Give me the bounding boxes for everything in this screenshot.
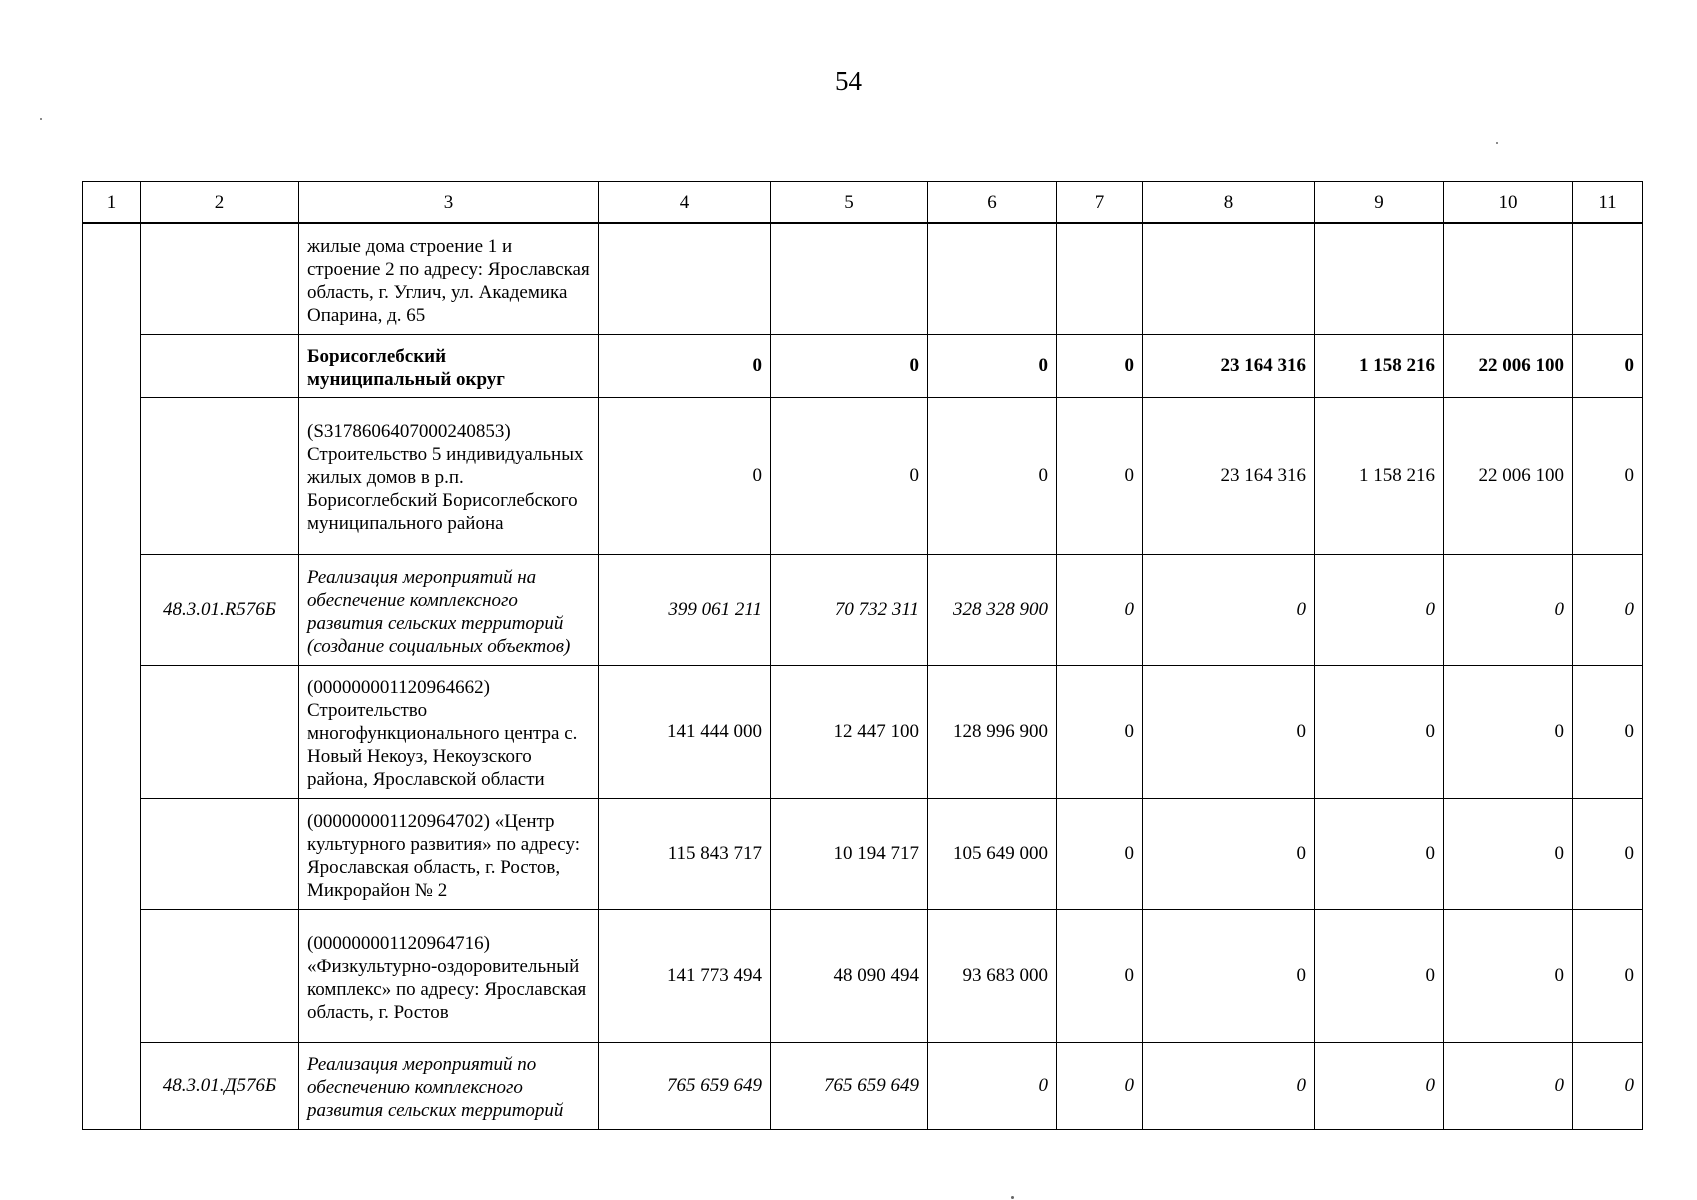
- column-header-10: 10: [1444, 182, 1573, 224]
- value-cell-col-10: 0: [1444, 798, 1573, 909]
- table-row: [83, 397, 1643, 554]
- budget-code-cell: [141, 909, 299, 1042]
- column-header-3: 3: [299, 182, 599, 224]
- value-cell-col-8: 23 164 316: [1143, 334, 1315, 397]
- value-cell-col-10: 0: [1444, 665, 1573, 798]
- value-cell-col-11: 0: [1573, 1042, 1643, 1129]
- budget-code-cell: [141, 798, 299, 909]
- value-cell-col-8: 0: [1143, 1042, 1315, 1129]
- value-cell-col-5: 70 732 311: [771, 554, 928, 665]
- budget-code-cell: [141, 223, 299, 334]
- value-cell-col-5: 48 090 494: [771, 909, 928, 1042]
- value-cell-col-11: 0: [1573, 554, 1643, 665]
- column-header-2: 2: [141, 182, 299, 224]
- value-cell-col-4: 0: [599, 397, 771, 554]
- value-cell-col-7: 0: [1057, 397, 1143, 554]
- budget-code-cell: [141, 397, 299, 554]
- item-name-cell: Реализация мероприятий по обеспечению комплексного развития сельских территорий: [299, 1042, 599, 1129]
- table-row: [83, 334, 1643, 397]
- value-cell-col-9: 1 158 216: [1315, 397, 1444, 554]
- budget-table: [82, 181, 1643, 1130]
- value-cell-col-8: 0: [1143, 665, 1315, 798]
- value-cell-col-11: 0: [1573, 798, 1643, 909]
- table-row: [83, 1042, 1643, 1129]
- value-cell-col-4: 399 061 211: [599, 554, 771, 665]
- scan-speck: [1011, 1196, 1014, 1199]
- value-cell-col-5: 10 194 717: [771, 798, 928, 909]
- column-number-header-row: [83, 182, 1643, 224]
- budget-code-cell: 48.3.01.R576Б: [141, 554, 299, 665]
- value-cell-col-5: 12 447 100: [771, 665, 928, 798]
- value-cell-col-6: 93 683 000: [928, 909, 1057, 1042]
- column-header-7: 7: [1057, 182, 1143, 224]
- value-cell-col-10: 0: [1444, 554, 1573, 665]
- value-cell-col-10: 0: [1444, 909, 1573, 1042]
- table-row: [83, 798, 1643, 909]
- value-cell-col-9: 1 158 216: [1315, 334, 1444, 397]
- value-cell-col-5: 765 659 649: [771, 1042, 928, 1129]
- value-cell-col-8: 0: [1143, 554, 1315, 665]
- value-cell-col-8: 0: [1143, 798, 1315, 909]
- value-cell-col-7: 0: [1057, 334, 1143, 397]
- item-name-cell: Борисоглебский муниципальный округ: [299, 334, 599, 397]
- table-row: [83, 665, 1643, 798]
- item-name-cell: (S3178606407000240853) Строительство 5 индивидуальных жилых домов в р.п. Борисоглебский Борисоглебского муниципального района: [299, 397, 599, 554]
- value-cell-col-6: 0: [928, 397, 1057, 554]
- value-cell-col-6: 105 649 000: [928, 798, 1057, 909]
- column-header-8: 8: [1143, 182, 1315, 224]
- item-name-cell: Реализация мероприятий на обеспечение комплексного развития сельских территорий (создание социальных объектов): [299, 554, 599, 665]
- value-cell-col-9: 0: [1315, 665, 1444, 798]
- table-row: [83, 223, 1643, 334]
- value-cell-col-6: 0: [928, 334, 1057, 397]
- row-number-cell: [83, 223, 141, 1129]
- value-cell-col-8: [1143, 223, 1315, 334]
- value-cell-col-7: 0: [1057, 798, 1143, 909]
- value-cell-col-4: 0: [599, 334, 771, 397]
- value-cell-col-4: 141 773 494: [599, 909, 771, 1042]
- value-cell-col-9: [1315, 223, 1444, 334]
- value-cell-col-9: 0: [1315, 798, 1444, 909]
- item-name-cell: (000000001120964716) «Физкультурно-оздоровительный комплекс» по адресу: Ярославская область, г. Ростов: [299, 909, 599, 1042]
- value-cell-col-6: 328 328 900: [928, 554, 1057, 665]
- table-row: [83, 554, 1643, 665]
- budget-code-cell: 48.3.01.Д576Б: [141, 1042, 299, 1129]
- value-cell-col-5: [771, 223, 928, 334]
- table-row: [83, 909, 1643, 1042]
- value-cell-col-10: 0: [1444, 1042, 1573, 1129]
- page-number: 54: [835, 66, 862, 96]
- value-cell-col-7: 0: [1057, 665, 1143, 798]
- value-cell-col-9: 0: [1315, 909, 1444, 1042]
- budget-code-cell: [141, 665, 299, 798]
- column-header-4: 4: [599, 182, 771, 224]
- value-cell-col-10: [1444, 223, 1573, 334]
- column-header-5: 5: [771, 182, 928, 224]
- scan-speck: [40, 118, 42, 120]
- value-cell-col-11: 0: [1573, 334, 1643, 397]
- column-header-11: 11: [1573, 182, 1643, 224]
- value-cell-col-7: 0: [1057, 909, 1143, 1042]
- scan-speck: [1496, 142, 1498, 144]
- value-cell-col-6: [928, 223, 1057, 334]
- item-name-cell: (000000001120964662) Строительство многофункционального центра с. Новый Некоуз, Некоузского района, Ярославской области: [299, 665, 599, 798]
- value-cell-col-4: 115 843 717: [599, 798, 771, 909]
- value-cell-col-9: 0: [1315, 554, 1444, 665]
- value-cell-col-7: 0: [1057, 1042, 1143, 1129]
- value-cell-col-4: 141 444 000: [599, 665, 771, 798]
- value-cell-col-6: 0: [928, 1042, 1057, 1129]
- column-header-6: 6: [928, 182, 1057, 224]
- item-name-cell: жилые дома строение 1 и строение 2 по адресу: Ярославская область, г. Углич, ул. Академика Опарина, д. 65: [299, 223, 599, 334]
- value-cell-col-4: 765 659 649: [599, 1042, 771, 1129]
- value-cell-col-9: 0: [1315, 1042, 1444, 1129]
- budget-code-cell: [141, 334, 299, 397]
- value-cell-col-11: 0: [1573, 397, 1643, 554]
- value-cell-col-5: 0: [771, 397, 928, 554]
- value-cell-col-11: 0: [1573, 665, 1643, 798]
- table-body: [83, 223, 1643, 1129]
- column-header-1: 1: [83, 182, 141, 224]
- value-cell-col-10: 22 006 100: [1444, 397, 1573, 554]
- value-cell-col-6: 128 996 900: [928, 665, 1057, 798]
- value-cell-col-8: 23 164 316: [1143, 397, 1315, 554]
- value-cell-col-7: [1057, 223, 1143, 334]
- column-header-9: 9: [1315, 182, 1444, 224]
- value-cell-col-5: 0: [771, 334, 928, 397]
- value-cell-col-8: 0: [1143, 909, 1315, 1042]
- value-cell-col-7: 0: [1057, 554, 1143, 665]
- value-cell-col-11: 0: [1573, 909, 1643, 1042]
- value-cell-col-4: [599, 223, 771, 334]
- value-cell-col-10: 22 006 100: [1444, 334, 1573, 397]
- value-cell-col-11: [1573, 223, 1643, 334]
- item-name-cell: (000000001120964702) «Центр культурного развития» по адресу: Ярославская область, г. Ростов, Микрорайон № 2: [299, 798, 599, 909]
